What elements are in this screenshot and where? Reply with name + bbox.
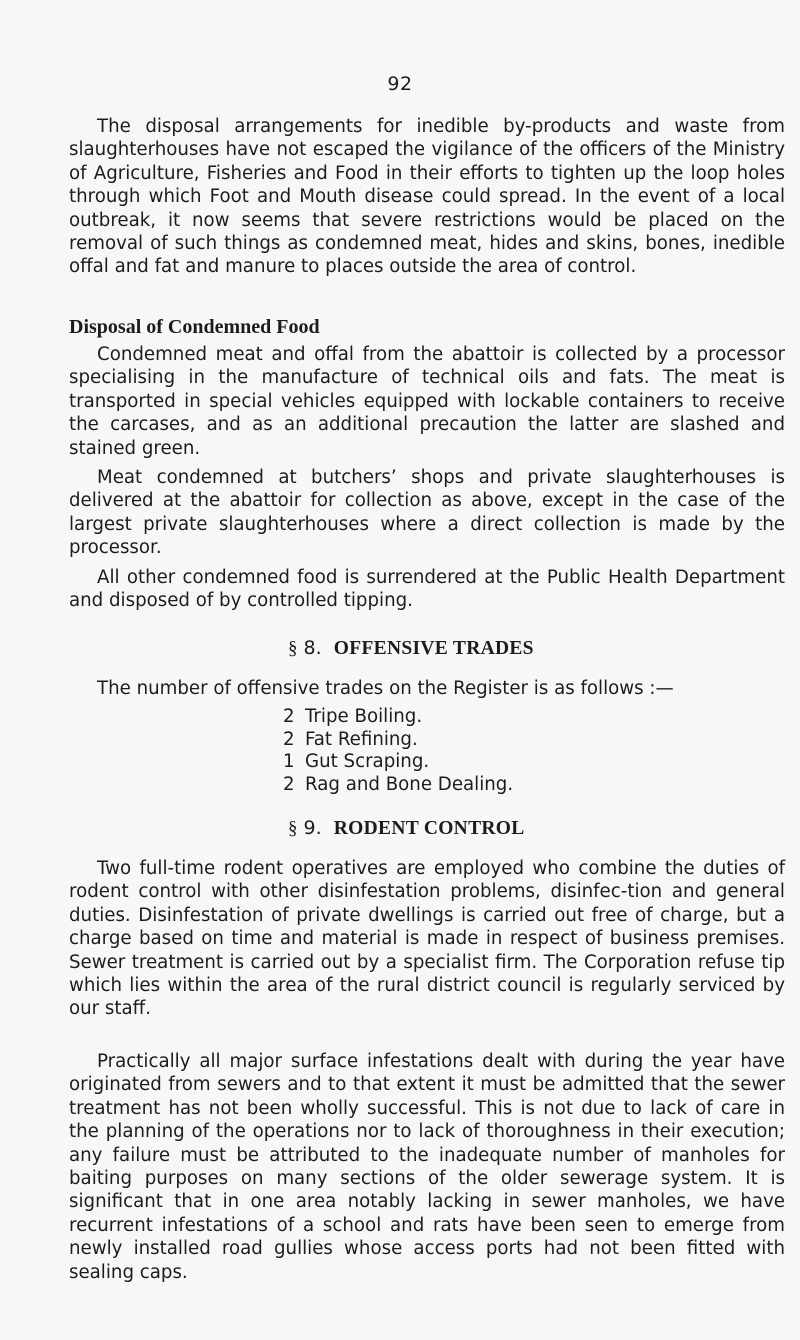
section-symbol: § bbox=[288, 818, 298, 839]
condemned-food-paragraph-1: Condemned meat and offal from the abattoir is collected by a processor specialising in the manufacture of technical oils and fats. The meat is transported in special vehicles equipped with lockable containers to receive the carcases, and as an additional precaution the latter are slashed and stained green. bbox=[69, 344, 785, 459]
page-number: 92 bbox=[387, 73, 413, 95]
section-number: 8. bbox=[303, 637, 322, 659]
list-item: 2 Tripe Boiling. bbox=[283, 706, 423, 727]
section-title: RODENT CONTROL bbox=[333, 818, 525, 839]
list-item: 1 Gut Scraping. bbox=[283, 751, 430, 772]
section-title: OFFENSIVE TRADES bbox=[333, 638, 534, 659]
section-symbol: § bbox=[288, 638, 298, 659]
intro-paragraph: The disposal arrangements for inedible by-products and waste from slaughterhouses have not escaped the vigilance of the officers of the Ministry of Agriculture, Fisheries and Food in their efforts to tighten up the loop holes through which Foot and Mouth disease could spread. In the event of a local outbreak, it now seems that severe restrictions would be placed on the removal of such things as condemned meat, hides and skins, bones, inedible offal and fat and manure to places outside the area of control. bbox=[69, 116, 785, 278]
rodent-control-paragraph-2: Practically all major surface infestations dealt with during the year have originated from sewers and to that extent it must be admitted that the sewer treatment has not been wholly successful. This is not due to lack of care in the planning of the operations nor to lack of thoroughness in their execution; any failure must be attributed to the inadequate number of manholes for baiting purposes on many sections of the older sewerage system. It is significant that in one area notably lacking in sewer manholes, we have recurrent infestations of a school and rats have been seen to emerge from newly installed road gullies whose access ports had not been fitted with sealing caps. bbox=[69, 1051, 785, 1283]
section-number: 9. bbox=[303, 817, 322, 839]
condemned-food-heading: Disposal of Condemned Food bbox=[69, 316, 320, 338]
condemned-food-paragraph-3: All other condemned food is surrendered at the Public Health Department and disposed of by controlled tipping. bbox=[69, 567, 785, 612]
offensive-trades-list bbox=[283, 706, 513, 796]
rodent-control-paragraph-1: Two full-time rodent operatives are employed who combine the duties of rodent control with other disinfestation problems, disinfec-tion and general duties. Disinfestation of private dwellings is carried out free of charge, but a charge based on time and material is made in respect of business premises. Sewer treatment is carried out by a specialist firm. The Corporation refuse tip which lies within the area of the rural district council is regularly serviced by our staff. bbox=[69, 858, 785, 1020]
condemned-food-paragraph-2: Meat condemned at butchers’ shops and private slaughterhouses is delivered at the abattoir for collection as above, except in the case of the largest private slaughterhouses where a direct collection is made by the processor. bbox=[69, 467, 785, 559]
list-item: 2 Rag and Bone Dealing. bbox=[283, 773, 514, 795]
offensive-trades-intro: The number of offensive trades on the Register is as follows :— bbox=[97, 678, 674, 699]
list-item: 2 Fat Refining. bbox=[283, 728, 418, 750]
